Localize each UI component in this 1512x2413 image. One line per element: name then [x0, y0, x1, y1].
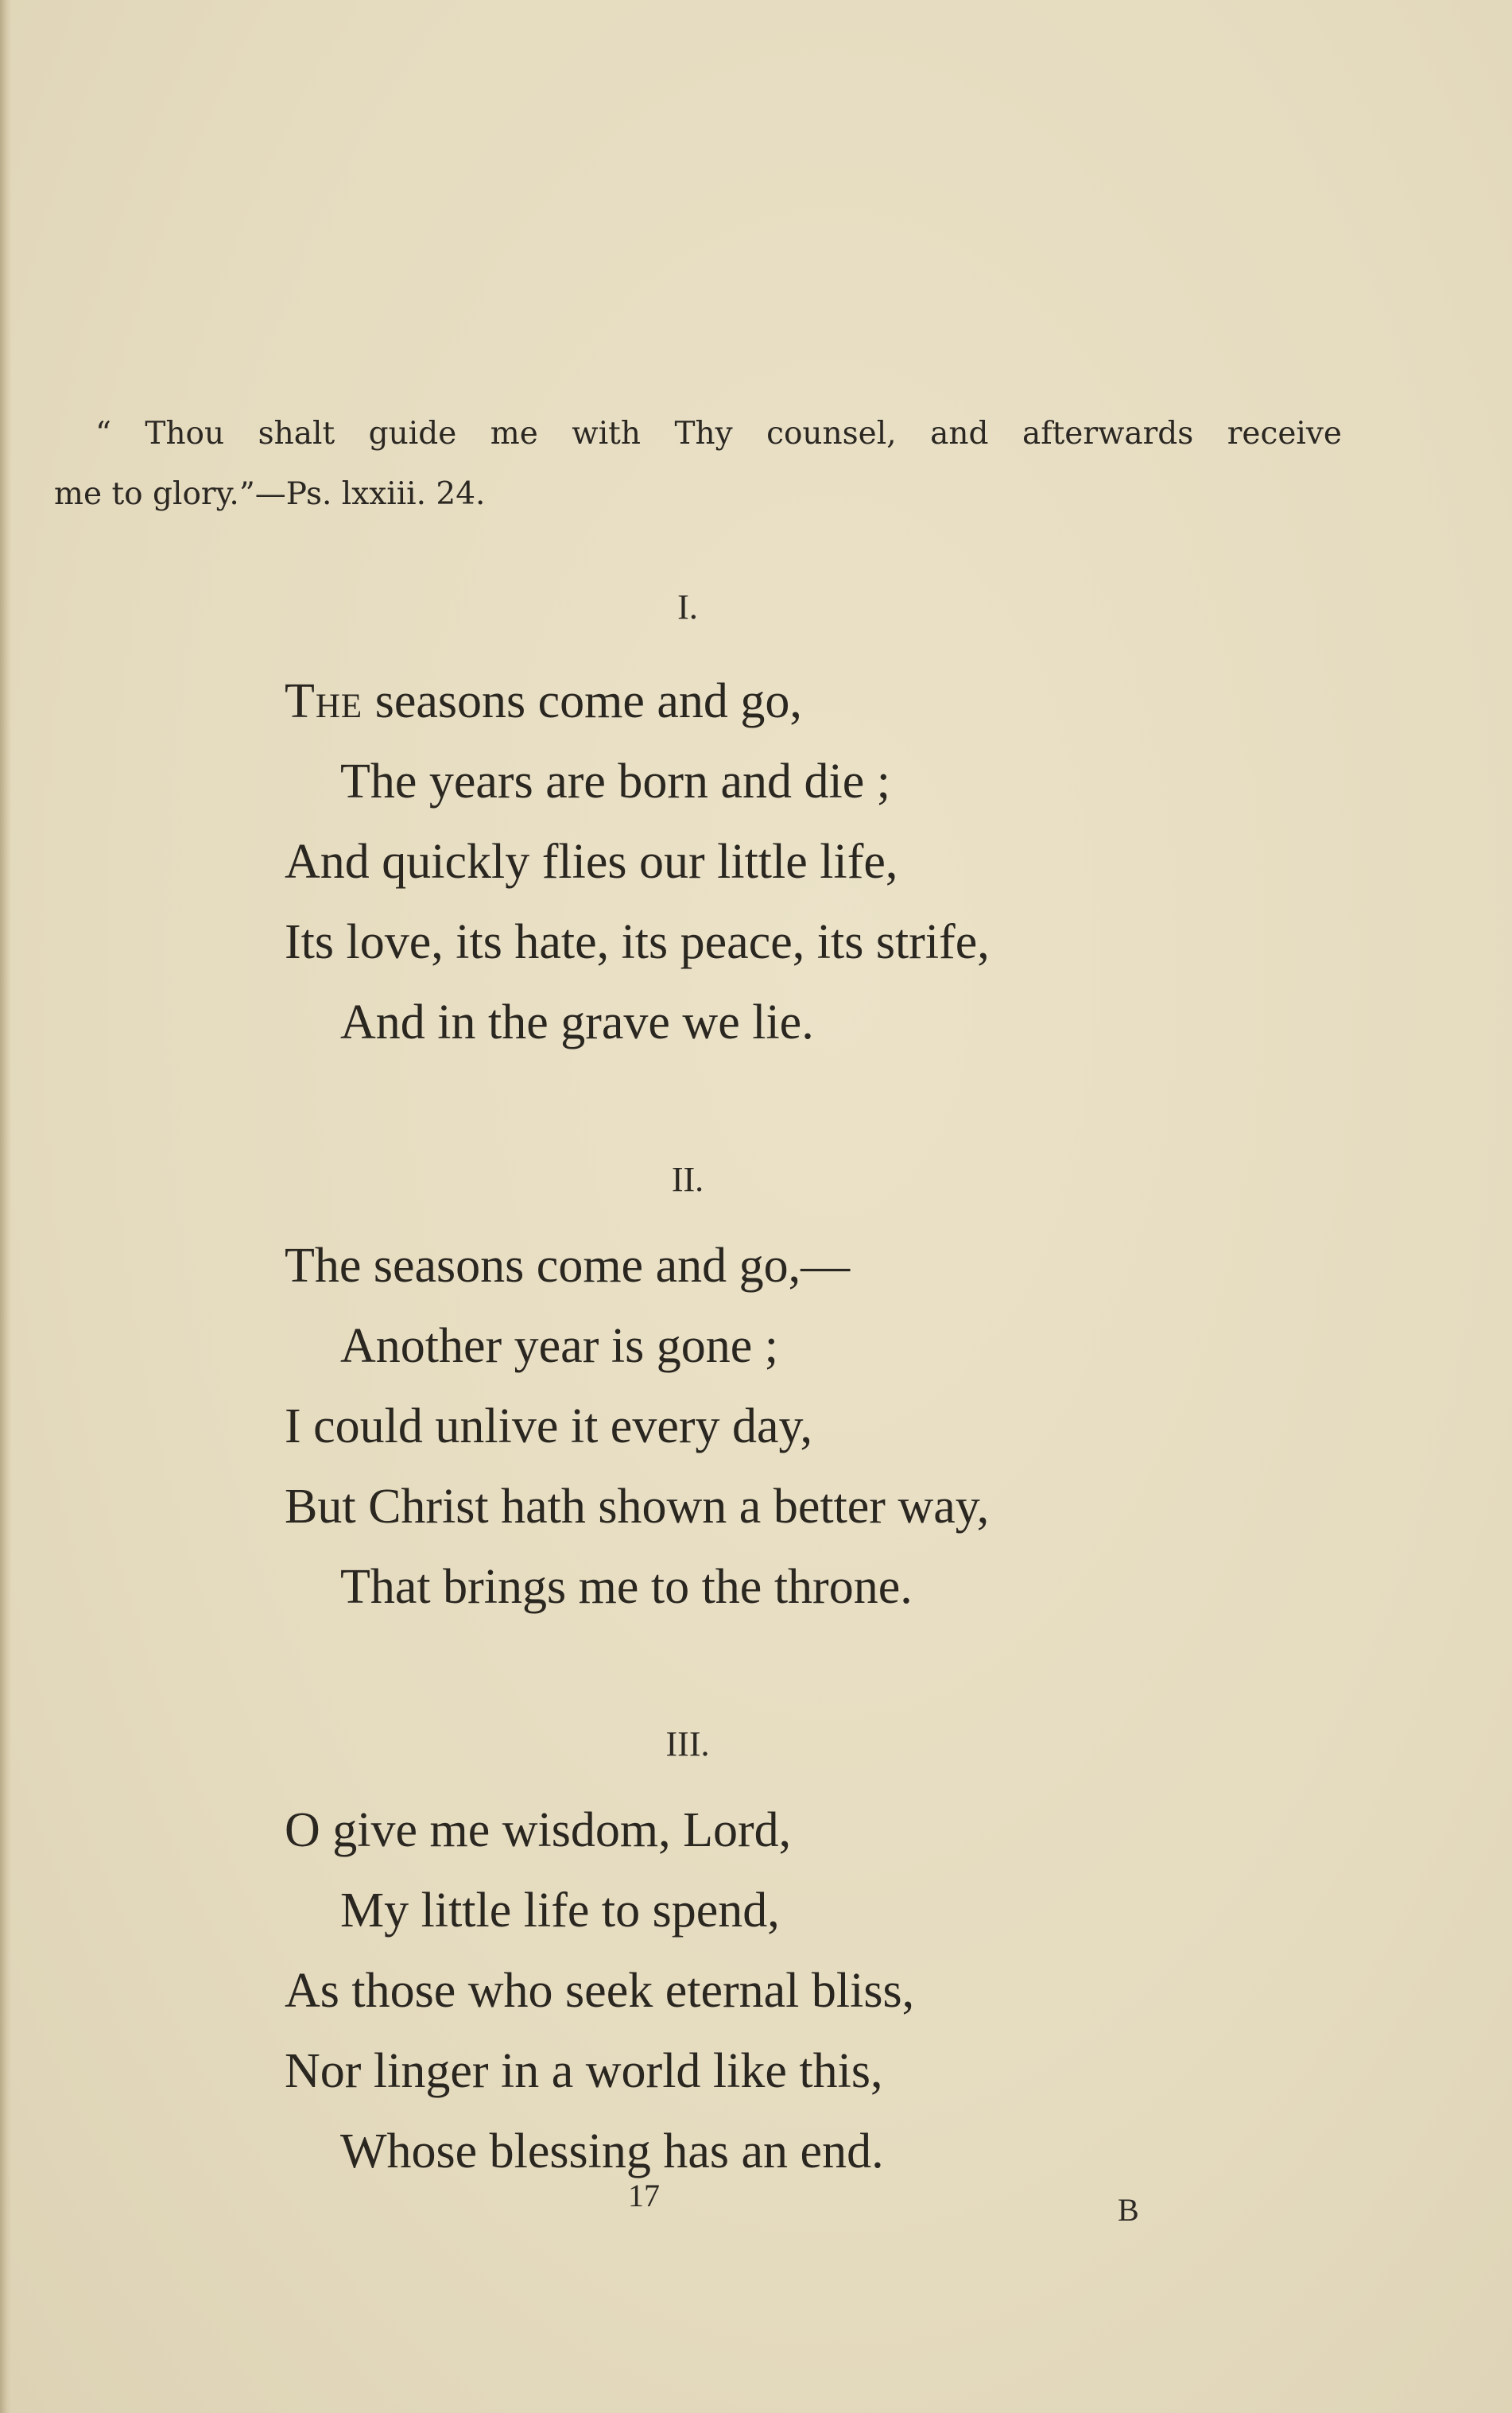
stanza-2-line-5: That brings me to the throne. [340, 1560, 913, 1614]
signature-mark: B [1118, 2192, 1139, 2228]
stanza-1-line-1-rest: seasons come and go, [362, 674, 802, 728]
stanza-1-first-word: The [285, 674, 363, 728]
stanza-3-line-5: Whose blessing has an end. [340, 2124, 884, 2178]
stanza-number-3: III. [665, 1724, 710, 1763]
stanza-number-1: I. [677, 588, 698, 627]
stanza-1-line-3: And quickly flies our little life, [285, 835, 898, 889]
stanza-2-line-3: I could unlive it every day, [285, 1399, 812, 1453]
stanza-1-line-1 [285, 661, 990, 742]
stanza-1 [285, 661, 990, 1063]
stanza-number-2: II. [671, 1160, 704, 1199]
stanza-3-line-1: O give me wisdom, Lord, [285, 1803, 792, 1857]
stanza-2-line-4: But Christ hath shown a better way, [285, 1480, 990, 1534]
stanza-2-line-2: Another year is gone ; [340, 1319, 778, 1373]
epigraph-line-2: me to glory.”—Ps. lxxiii. 24. [54, 476, 486, 512]
stanza-1-line-2: The years are born and die ; [340, 755, 891, 809]
epigraph-line-1: “ Thou shalt guide me with Thy counsel, and afterwards receive [95, 416, 1342, 452]
epigraph [54, 404, 1342, 525]
page-spine-edge [0, 0, 11, 2413]
stanza-1-line-4: Its love, its hate, its peace, its strife, [285, 915, 990, 969]
stanza-2-line-1: The seasons come and go,— [285, 1239, 851, 1293]
stanza-1-line-5: And in the grave we lie. [340, 995, 814, 1049]
stanza-3-line-3: As those who seek eternal bliss, [285, 1964, 915, 2018]
stanza-3 [285, 1790, 914, 2192]
page-number: 17 [628, 2178, 660, 2213]
stanza-2 [285, 1226, 989, 1627]
stanza-3-line-2: My little life to spend, [340, 1883, 780, 1938]
stanza-3-line-4: Nor linger in a world like this, [285, 2044, 883, 2098]
